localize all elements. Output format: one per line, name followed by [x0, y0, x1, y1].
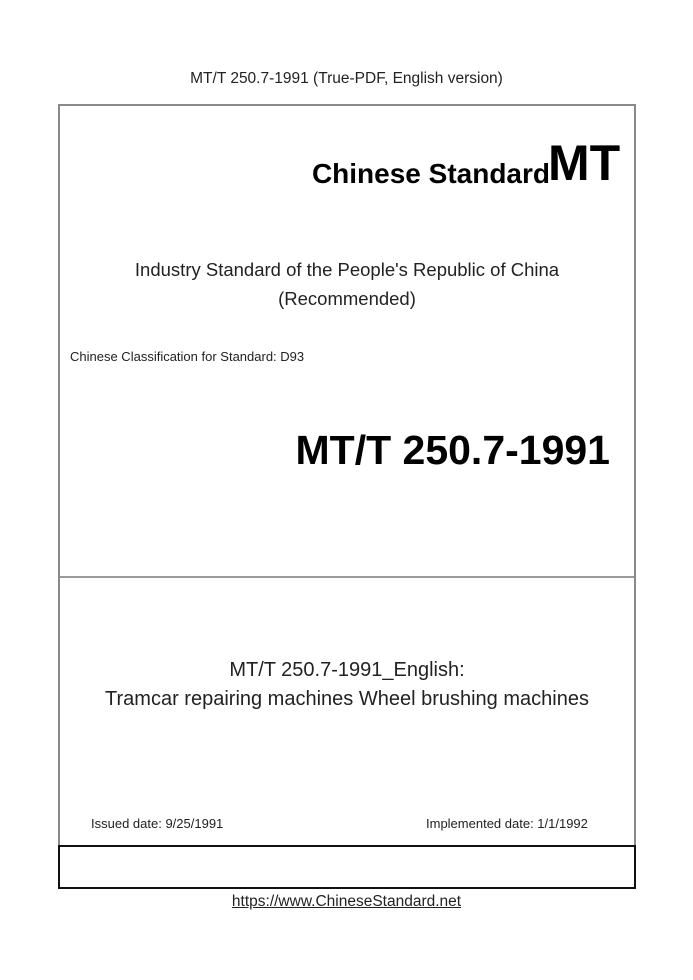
footer [0, 893, 693, 911]
issued-date: Issued date: 9/25/1991 [91, 816, 224, 831]
implemented-date: Implemented date: 1/1/1992 [426, 816, 588, 831]
title-line-2: Tramcar repairing machines Wheel brushing machines [105, 688, 589, 710]
recommended-label: (Recommended) [278, 288, 416, 309]
standard-prefix: MT [548, 135, 621, 191]
website-link[interactable]: https://www.ChineseStandard.net [231, 893, 462, 910]
title-line-1: MT/T 250.7-1991_English: [229, 659, 465, 681]
cover-heading [0, 158, 550, 190]
cover-heading-text: Chinese Standard [311, 158, 550, 189]
industry-line: Industry Standard of the People's Republic of China [134, 259, 560, 280]
cover-footer-box [58, 845, 636, 889]
page-header: MT/T 250.7-1991 (True-PDF, English version) [190, 70, 503, 87]
standard-code: MT/T 250.7-1991 [295, 427, 610, 473]
classification: Chinese Classification for Standard: D93 [70, 349, 305, 364]
